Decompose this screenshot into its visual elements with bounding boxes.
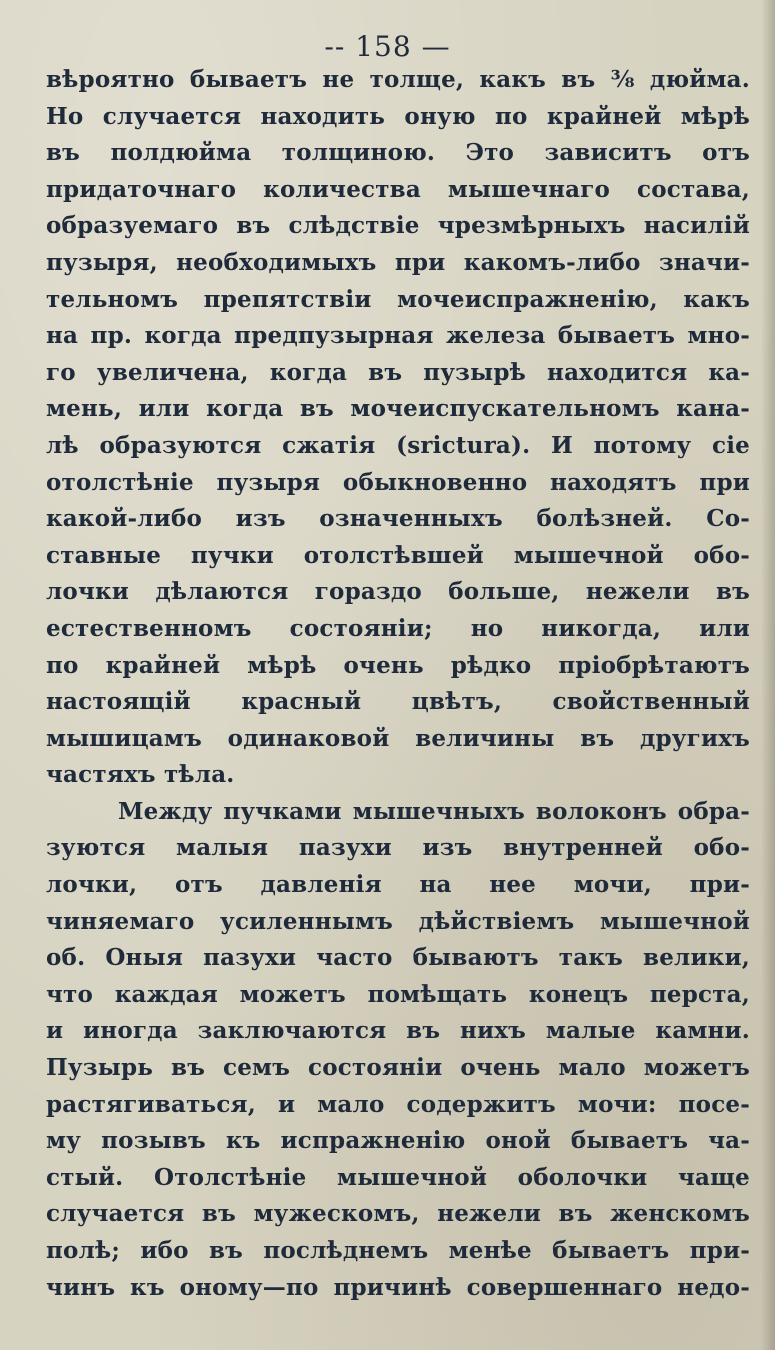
text-line: и иногда заключаются въ нихъ малые камни. <box>46 1017 750 1045</box>
text-line: случается въ мужескомъ, нежели въ женскомъ <box>46 1200 750 1228</box>
text-line: что каждая можетъ помѣщать конецъ перста, <box>46 980 750 1008</box>
text-line: лѣ образуются сжатія (sricturа). И потому сіе <box>46 431 750 459</box>
text-line: об. Оныя пазухи часто бываютъ такъ велики, <box>46 944 750 972</box>
text-line: пузыря, необходимыхъ при какомъ-либо значи- <box>46 248 750 276</box>
text-line: образуемаго въ слѣдствіе чрезмѣрныхъ насилій <box>46 212 750 240</box>
text-line: мень, или когда въ мочеиспускательномъ кана- <box>46 395 750 423</box>
paragraph-2 <box>46 794 750 1306</box>
text-line: чиняемаго усиленнымъ дѣйствіемъ мышечной <box>46 907 750 935</box>
text-line: стый. Отолстѣніе мышечной оболочки чаще <box>46 1163 750 1191</box>
text-line: Между пучками мышечныхъ волоконъ обра- <box>118 797 750 825</box>
text-line: му позывъ къ испражненію оной бываетъ ча- <box>46 1127 750 1155</box>
text-line: въ полдюйма толщиною. Это зависитъ отъ <box>46 139 750 167</box>
text-line: Но случается находить оную по крайней мѣрѣ <box>46 102 750 130</box>
paragraph-1 <box>46 62 750 794</box>
text-line: лочки дѣлаются гораздо больше, нежели въ <box>46 578 750 606</box>
text-line: вѣроятно бываетъ не толще, какъ въ ⅜ дюйма. <box>46 66 750 93</box>
text-line: отолстѣніе пузыря обыкновенно находятъ при <box>46 468 750 496</box>
text-line: ставные пучки отолстѣвшей мышечной обо- <box>46 541 750 569</box>
text-line: мышицамъ одинаковой величины въ другихъ <box>46 724 750 752</box>
text-line: частяхъ тѣла. <box>46 761 235 789</box>
text-line: по крайней мѣрѣ очень рѣдко пріобрѣтаютъ <box>46 651 750 679</box>
body-text <box>46 62 750 1306</box>
text-line: лочки, отъ давленія на нее мочи, при- <box>46 871 750 899</box>
text-line: настоящій красный цвѣтъ, свойственный <box>46 688 750 716</box>
page-number: -- 158 — <box>324 30 451 63</box>
text-line: полѣ; ибо въ послѣднемъ менѣе бываетъ при- <box>46 1237 750 1264</box>
page-edge-shadow <box>761 0 775 1350</box>
text-line: какой-либо изъ означенныхъ болѣзней. Со- <box>46 505 750 533</box>
text-line: тельномъ препятствіи мочеиспражненію, какъ <box>46 285 750 313</box>
text-line: чинъ къ оному—по причинѣ совершеннаго недо- <box>46 1273 750 1301</box>
text-line: растягиваться, и мало содержитъ мочи: посе- <box>46 1090 750 1118</box>
text-line: Пузырь въ семъ состояніи очень мало можетъ <box>46 1054 750 1082</box>
text-line: на пр. когда предпузырная железа бываетъ мно- <box>46 322 750 350</box>
text-line: естественномъ состояніи; но никогда, или <box>46 614 750 642</box>
text-line: го увеличена, когда въ пузырѣ находится ка- <box>46 358 750 386</box>
text-line: придаточнаго количества мышечнаго состава, <box>46 175 750 203</box>
text-line: зуются малыя пазухи изъ внутренней обо- <box>46 834 750 862</box>
